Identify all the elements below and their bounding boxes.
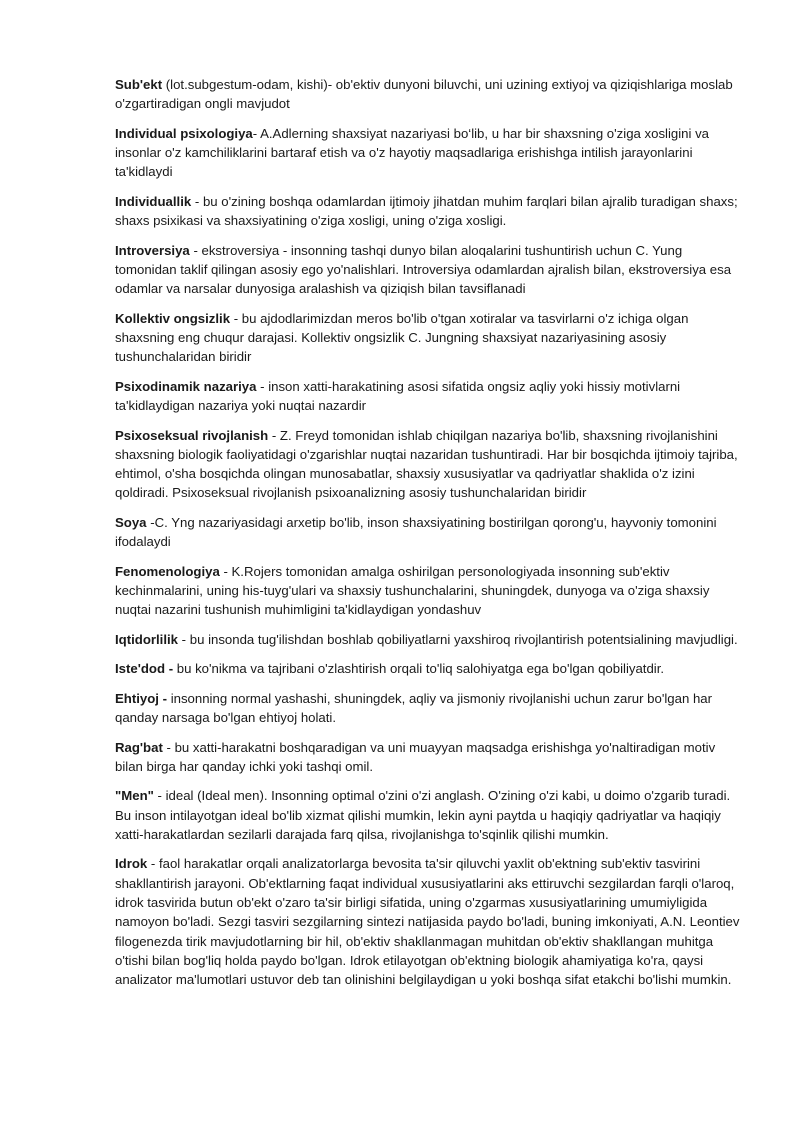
entry-term: Introversiya [115, 242, 190, 258]
glossary-entry-subekt [115, 75, 744, 114]
entry-term: Idrok [115, 856, 148, 872]
entry-definition: -C. Yng nazariyasidagi arxetip bo'lib, inson shaxsiyatining bostirilgan qorong'u, hayvoniy tomonini ifodalaydi [115, 514, 717, 550]
entry-definition: - bu insonda tug'ilishdan boshlab qobiliyatlarni yaxshiroq rivojlantirish potentsialining mavjudligi. [178, 631, 738, 647]
entry-definition: - bu xatti-harakatni boshqaradigan va uni muayyan maqsadga erishishga yo'naltiradigan motiv bilan birga har qanday ichki yoki tashqi omil. [115, 739, 716, 774]
glossary-entry-iqtidorlilik [115, 630, 744, 649]
entry-definition: - bu ajdodlarimizdan meros bo'lib o'tgan xotiralar va tasvirlarni o'z ichiga olgan shaxsning eng chuqur darajasi. Kollektiv ongsizlik C. Jungning shaxsiyat nazariyasining asosiy tushunchalaridan biridir [115, 310, 689, 365]
entry-term: Psixodinamik nazariya [115, 378, 257, 394]
glossary-entry-individuallik [115, 192, 744, 231]
entry-term: Rag'bat [115, 739, 163, 755]
glossary-entry-istedod [115, 659, 744, 678]
entry-term: Iqtidorlilik [115, 631, 179, 647]
entry-definition: - A.Adlerning shaxsiyat nazariyasi bo‘lib, u har bir shaxsning o'ziga xosligini va insonlar o'z kamchiliklarini bartaraf etish va o'z hayotiy maqsadlariga erishishga intilish jarayonlarini ta'kidlaydi [115, 125, 710, 180]
glossary-entry-ragbat [115, 738, 744, 777]
glossary-entry-psixoseksual-rivojlanish [115, 426, 744, 503]
entry-term: Fenomenologiya [115, 563, 220, 579]
entry-term: Ehtiyoj - [115, 690, 168, 706]
entry-term: Iste'dod - [115, 661, 174, 677]
glossary-entry-men [115, 786, 744, 844]
entry-definition: bu ko'nikma va tajribani o'zlashtirish orqali to'liq salohiyatga ega bo'lgan qobiliyatdir. [173, 661, 665, 677]
entry-term: Kollektiv ongsizlik [115, 310, 231, 326]
glossary-entry-soya [115, 513, 744, 552]
entry-term: Psixoseksual rivojlanish [115, 427, 269, 443]
entry-definition: - ideal (Ideal men). Insonning optimal o'zini o'zi anglash. O'zining o'zi kabi, u doimo o'zgarib turadi. Bu inson intilayotgan ideal bo'lib xizmat qilishi mumkin, lekin ayni paytda u haqiqiy qadriyatlar va haqiqiy xatti-harakatlardan sezilarli darajada farq qilsa, rivojlanishga to'sqinlik qilishi mumkin. [115, 788, 731, 842]
glossary-entry-psixodinamik-nazariya [115, 377, 744, 416]
glossary-entry-idrok [115, 854, 744, 989]
entry-definition: - Z. Freyd tomonidan ishlab chiqilgan nazariya bo'lib, shaxsning rivojlanishini shaxsning biologik faoliyatidagi o'zgarishlar nuqtai nazaridan tushuntiradi. Har bir bosqichda ijtimoiy tajriba, ehtimol, o'sha bosqichda olingan munosabatlar, shaxsiy xususiyatlar va qadriyatlar shaklida o'z izini qoldiradi. Psixoseksual rivojlanish psixoanalizning asosiy tushunchalaridan biridir [115, 427, 738, 501]
entry-term: Sub'ekt [115, 77, 163, 92]
glossary-entry-introversiya [115, 241, 744, 299]
entry-term: "Men" [115, 788, 154, 804]
glossary-entry-fenomenologiya [115, 562, 744, 620]
entry-definition: - ekstroversiya - insonning tashqi dunyo bilan aloqalarini tushuntirish uchun C. Yung tomonidan taklif qilingan asosiy ego yo'nalishlari. Introversiya odamlardan ajralish bilan, ekstroversiya esa odamlar va narsalar dunyosiga aralashish va qiziqish bilan tavsiflanadi [115, 242, 732, 297]
entry-definition: insonning normal yashashi, shuningdek, aqliy va jismoniy rivojlanishi uchun zarur bo'lgan har qanday narsaga bo'lgan ehtiyoj holati. [115, 690, 713, 726]
glossary-entry-ehtiyoj [115, 689, 744, 728]
entry-definition: - bu o'zining boshqa odamlardan ijtimoiy jihatdan muhim farqlari bilan ajralib turadigan shaxs; shaxs psixikasi va shaxsiyatining o'ziga xosligi, uning o'ziga xosligi. [115, 193, 738, 229]
glossary-entry-individual-psixologiya [115, 124, 744, 182]
entry-definition: - K.Rojers tomonidan amalga oshirilgan personologiyada insonning sub'ektiv kechinmalarini, uning his-tuyg'ulari va shaxsiy tushunchalarini, shuningdek, dunyoga va o'ziga shaxsiy nuqtai nazarini tushunish muhimligini ta'kidlaydigan yondashuv [115, 563, 710, 618]
entry-definition: - inson xatti-harakatining asosi sifatida ongsiz aqliy yoki hissiy motivlarni ta'kidlaydigan nazariya yoki nuqtai nazardir [115, 378, 681, 414]
entry-definition: - faol harakatlar orqali analizatorlarga bevosita ta'sir qiluvchi yaxlit ob'ektning sub'ektiv tasvirini shakllantirish jarayoni. Ob'ektlarning faqat individual xususiyatlarini aks ettiruvchi sezgilardan farqli o'laroq, idrok tasvirida butun ob'ekt o'zaro ta'sir birligi sifatida, uning o'zgarmas xususiyatlarining umumiyligida namoyon bo'ladi. Sezgi tasviri sezgilarning sintezi natijasida paydo bo'ladi, buning imkoniyati, A.N. Leontiev filogenezda tirik mavjudotlarning bir hil, ob'ektiv shakllanmagan muhitdan ob'ektiv shakllangan muhitga o'tishi bilan bog'liq holda paydo bo'lgan. Idrok etilayotgan ob'ektning biologik ahamiyatiga ko'ra, qaysi analizator ma'lumotlari ustuvor deb tan olinishini belgilaydigan u yoki boshqa sifat etakchi bo'lishi mumkin. [115, 856, 740, 988]
entry-term: Soya [115, 514, 147, 530]
glossary-entry-kollektiv-ongsizlik [115, 309, 744, 367]
entry-term: Individual psixologiya [115, 125, 253, 141]
entry-definition: (lot.subgestum-odam, kishi)- ob'ektiv dunyoni biluvchi, uni uzining extiyoj va qiziqishlariga moslab o'zgartiradigan ongli mavjudot [115, 77, 733, 112]
entry-term: Individuallik [115, 193, 192, 209]
